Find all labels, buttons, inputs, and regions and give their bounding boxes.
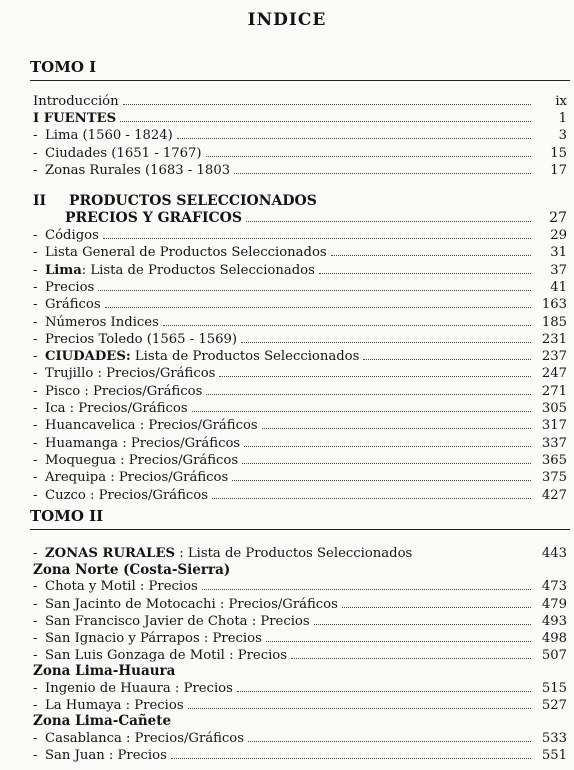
tomo-2-heading: TOMO II bbox=[30, 507, 104, 525]
list-dash: - bbox=[33, 698, 38, 713]
list-dash: - bbox=[33, 401, 38, 416]
leader-dots bbox=[241, 331, 531, 343]
toc-entry bbox=[33, 452, 567, 469]
leader-dots bbox=[314, 613, 531, 625]
toc-entry-label: Cuzco : Precios/Gráficos bbox=[45, 487, 209, 503]
list-dash: - bbox=[33, 435, 38, 451]
toc-entry bbox=[33, 145, 567, 162]
toc-entry-label: San Jacinto de Motocachi : Precios/Gráficos bbox=[45, 597, 338, 612]
toc-entry-label: Ciudades (1651 - 1767) bbox=[45, 145, 202, 161]
toc-entry-label: Lista General de Productos Seleccionados bbox=[45, 245, 327, 261]
toc-entry bbox=[33, 730, 567, 747]
toc-entry bbox=[33, 400, 567, 417]
leader-dots bbox=[234, 162, 531, 174]
list-dash: - bbox=[33, 331, 38, 347]
leader-dots bbox=[242, 452, 531, 464]
toc-entry bbox=[33, 227, 567, 244]
page-number: 185 bbox=[541, 314, 567, 330]
leader-dots bbox=[342, 596, 531, 608]
zona-huaura-heading: Zona Lima-Huaura bbox=[33, 663, 176, 679]
leader-dots bbox=[171, 747, 531, 759]
leader-dots bbox=[177, 127, 531, 139]
leader-dots bbox=[219, 365, 531, 377]
toc-entry bbox=[33, 578, 567, 595]
toc-entry-label: Ingenio de Huaura : Precios bbox=[45, 681, 233, 696]
page-number: 551 bbox=[541, 748, 567, 763]
toc-entry bbox=[33, 331, 567, 348]
list-dash: - bbox=[33, 163, 38, 178]
page-number: 507 bbox=[541, 648, 567, 663]
toc-entry bbox=[33, 296, 567, 313]
toc-entry bbox=[33, 383, 567, 400]
page-number: 533 bbox=[541, 731, 567, 746]
toc-entry bbox=[33, 647, 567, 664]
list-dash: - bbox=[33, 731, 38, 746]
list-dash: - bbox=[33, 383, 38, 399]
leader-dots bbox=[232, 469, 531, 481]
page-number: 498 bbox=[541, 631, 567, 646]
page-number: 527 bbox=[541, 698, 567, 713]
list-dash: - bbox=[33, 579, 38, 594]
toc-entry-fuentes: I FUENTES 1 bbox=[33, 111, 567, 126]
toc-entry-label: Arequipa : Precios/Gráficos bbox=[45, 470, 229, 486]
page-number: 37 bbox=[550, 262, 567, 278]
page-number: 365 bbox=[541, 452, 567, 468]
leader-dots bbox=[262, 417, 531, 429]
leader-dots bbox=[206, 383, 531, 395]
page-number: 479 bbox=[541, 597, 567, 612]
toc-entry-label: Huancavelica : Precios/Gráficos bbox=[45, 418, 258, 434]
list-dash: - bbox=[33, 452, 38, 468]
leader-dots bbox=[105, 296, 531, 308]
toc-entry bbox=[33, 279, 567, 296]
toc-entry bbox=[33, 469, 567, 486]
page-number: 17 bbox=[550, 163, 567, 178]
leader-dots bbox=[248, 730, 531, 742]
list-dash: - bbox=[33, 128, 38, 143]
toc-entry-label: Moquegua : Precios/Gráficos bbox=[45, 452, 239, 468]
toc-entry bbox=[33, 680, 567, 697]
leader-dots bbox=[163, 314, 531, 326]
tomo-1-heading: TOMO I bbox=[30, 58, 97, 76]
leader-dots bbox=[319, 262, 531, 274]
toc-entry-label: San Luis Gonzaga de Motil : Precios bbox=[45, 648, 288, 663]
toc-entry-label: San Ignacio y Párrapos : Precios bbox=[45, 631, 262, 646]
page-number: 163 bbox=[541, 297, 567, 313]
leader-dots bbox=[202, 578, 531, 590]
page-number: 237 bbox=[541, 349, 567, 365]
toc-entry-label: Casablanca : Precios/Gráficos bbox=[45, 731, 244, 746]
toc-entry bbox=[33, 596, 567, 613]
leader-dots bbox=[363, 348, 531, 360]
list-dash: - bbox=[33, 681, 38, 696]
divider bbox=[30, 529, 570, 530]
page-number: 29 bbox=[550, 228, 567, 243]
page-number: 493 bbox=[541, 614, 567, 629]
list-dash: - bbox=[33, 418, 38, 434]
list-dash: - bbox=[33, 648, 38, 663]
zona-norte-heading: Zona Norte (Costa-Sierra) bbox=[33, 562, 231, 578]
list-dash: - bbox=[33, 597, 38, 612]
page-number: 375 bbox=[541, 470, 567, 486]
list-dash: - bbox=[33, 614, 38, 629]
toc-entry-label: Huamanga : Precios/Gráficos bbox=[45, 435, 241, 451]
leader-dots bbox=[192, 400, 531, 412]
leader-dots bbox=[237, 680, 531, 692]
page-number: 271 bbox=[541, 383, 567, 399]
page-number: 305 bbox=[541, 401, 567, 416]
toc-entry-label: Lima (1560 - 1824) bbox=[45, 128, 173, 143]
list-dash: - bbox=[33, 262, 38, 278]
toc-entry-label: Chota y Motil : Precios bbox=[45, 579, 198, 594]
toc-entry bbox=[33, 127, 567, 144]
divider bbox=[30, 80, 570, 81]
leader-dots bbox=[331, 244, 531, 256]
list-dash: - bbox=[33, 349, 38, 365]
list-dash: - bbox=[33, 228, 38, 243]
page-number: 337 bbox=[541, 435, 567, 451]
leader-dots bbox=[244, 435, 531, 447]
page-number: 515 bbox=[541, 681, 567, 696]
toc-entry-label: La Humaya : Precios bbox=[45, 698, 184, 713]
toc-entry-label: Precios bbox=[45, 279, 95, 295]
leader-dots bbox=[98, 279, 531, 291]
toc-entry bbox=[33, 417, 567, 434]
toc-entry bbox=[33, 162, 567, 179]
toc-entry-label: Lima: Lista de Productos Seleccionados bbox=[45, 262, 315, 278]
leader-dots bbox=[206, 145, 531, 157]
toc-entry bbox=[33, 348, 567, 365]
leader-dots bbox=[266, 630, 531, 642]
productos-heading: II PRODUCTOS SELECCIONADOS bbox=[33, 193, 317, 209]
page-number: 247 bbox=[541, 366, 567, 382]
leader-dots bbox=[212, 487, 531, 499]
list-dash: - bbox=[33, 279, 38, 295]
toc-entry bbox=[33, 697, 567, 714]
leader-dots bbox=[103, 227, 531, 239]
page-number: 41 bbox=[550, 279, 567, 295]
page-number: 3 bbox=[558, 128, 567, 143]
toc-entry-label: San Francisco Javier de Chota : Precios bbox=[45, 614, 310, 629]
toc-entry bbox=[33, 435, 567, 452]
toc-entry-introduccion: Introducción ix bbox=[33, 94, 567, 109]
page-number: 231 bbox=[541, 331, 567, 347]
list-dash: - bbox=[33, 487, 38, 503]
toc-entry bbox=[33, 487, 567, 504]
list-dash: - bbox=[33, 631, 38, 646]
zona-canete-heading: Zona Lima-Cañete bbox=[33, 713, 172, 729]
toc-entry-label: Trujillo : Precios/Gráficos bbox=[45, 366, 216, 382]
toc-entry-label: Ica : Precios/Gráficos bbox=[45, 401, 188, 416]
toc-entry-label: Números Indices bbox=[45, 314, 159, 330]
list-dash: - bbox=[33, 366, 38, 382]
leader-dots bbox=[188, 697, 531, 709]
toc-entry-label: San Juan : Precios bbox=[45, 748, 167, 763]
toc-entry-label: Pisco : Precios/Gráficos bbox=[45, 383, 203, 399]
page-title: INDICE bbox=[247, 10, 327, 30]
leader-dots bbox=[291, 647, 531, 659]
list-dash: - bbox=[33, 145, 38, 161]
page-number: 317 bbox=[541, 418, 567, 434]
toc-entry bbox=[33, 747, 567, 764]
toc-entry bbox=[33, 630, 567, 647]
toc-entry-label: Zonas Rurales (1683 - 1803 bbox=[45, 163, 231, 178]
list-dash: - bbox=[33, 748, 38, 763]
page-number: 427 bbox=[541, 487, 567, 503]
page-number: 31 bbox=[550, 245, 567, 261]
toc-entry-productos: PRECIOS Y GRAFICOS 27 bbox=[65, 210, 567, 226]
list-dash: - bbox=[33, 470, 38, 486]
toc-entry-label: Gráficos bbox=[45, 297, 101, 313]
list-dash: - bbox=[33, 314, 38, 330]
toc-entry-label: Códigos bbox=[45, 228, 99, 243]
page-number: 15 bbox=[550, 145, 567, 161]
list-dash: - bbox=[33, 245, 38, 261]
toc-entry bbox=[33, 613, 567, 630]
toc-entry bbox=[33, 244, 567, 261]
toc-entry bbox=[33, 262, 567, 279]
toc-entry bbox=[33, 365, 567, 382]
toc-entry-zonas-rurales: - ZONAS RURALES : Lista de Productos Seleccionados 443 bbox=[33, 546, 567, 561]
toc-entry-label: Precios Toledo (1565 - 1569) bbox=[45, 331, 238, 347]
list-dash: - bbox=[33, 297, 38, 313]
toc-entry-label: CIUDADES: Lista de Productos Seleccionados bbox=[45, 349, 360, 365]
toc-entry bbox=[33, 314, 567, 331]
page-number: 473 bbox=[541, 579, 567, 594]
